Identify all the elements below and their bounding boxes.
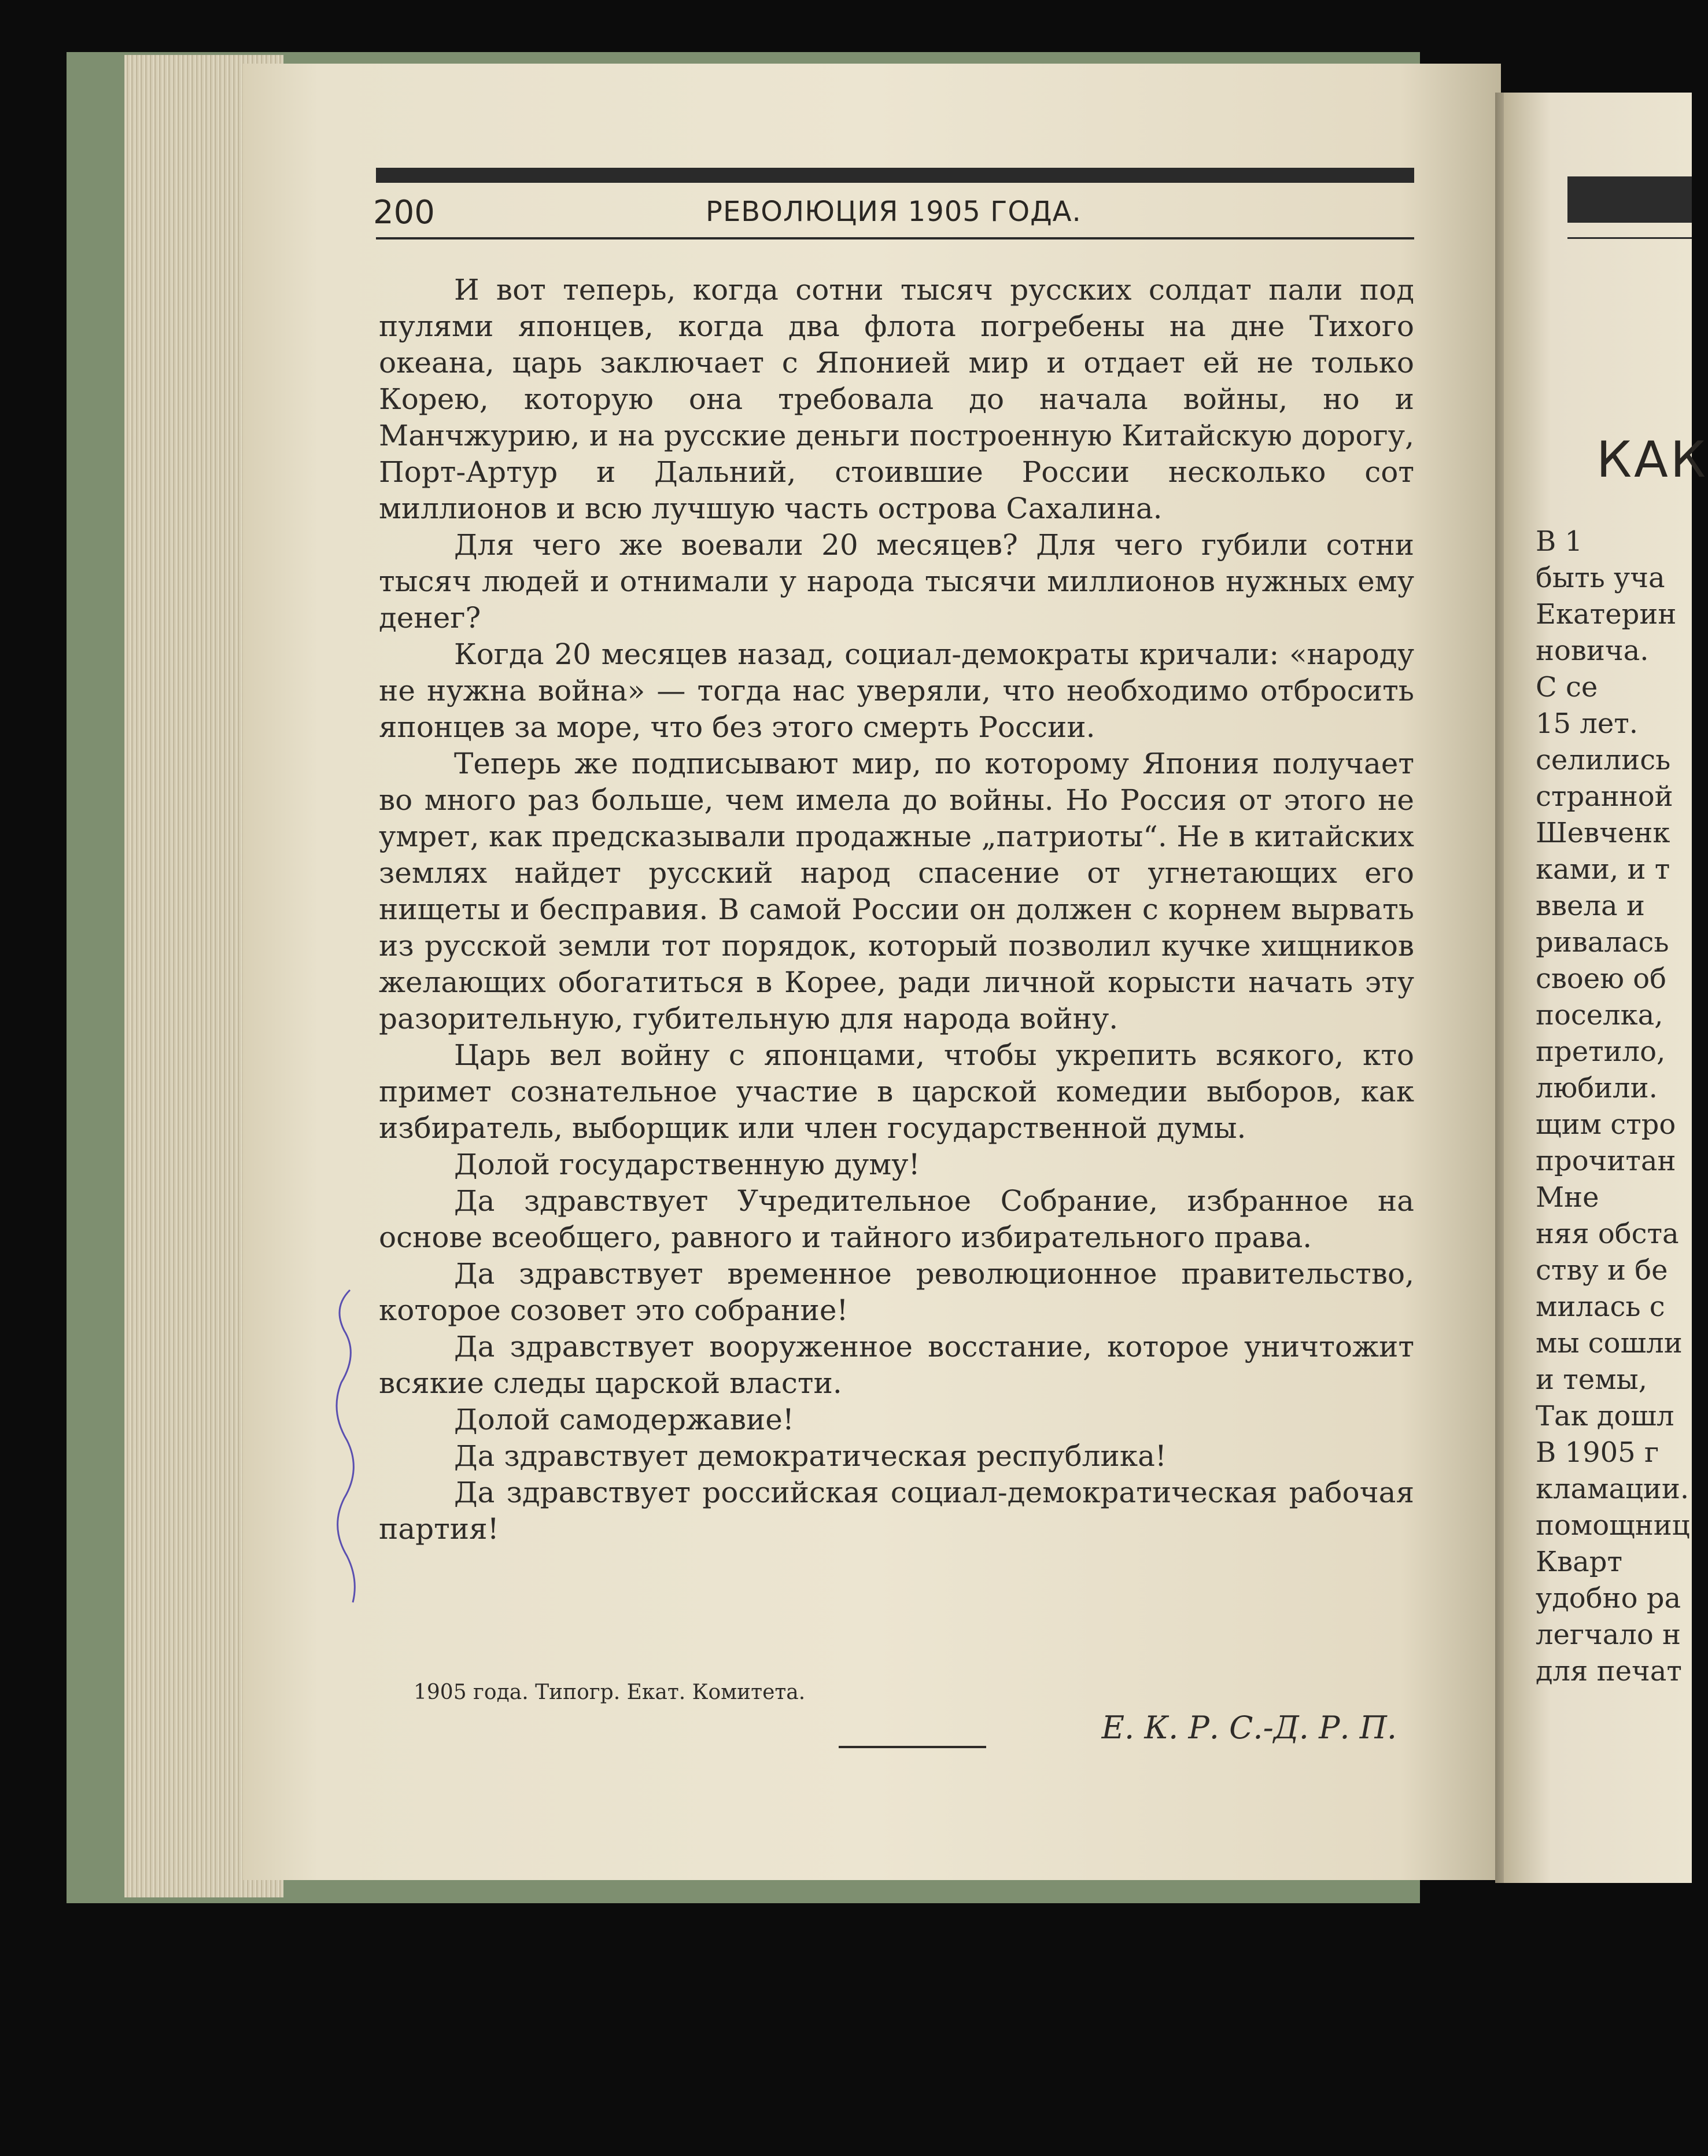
right-text-line: новича.: [1536, 635, 1649, 667]
body-text: [379, 272, 1414, 1547]
right-text-line: быть уча: [1536, 562, 1665, 594]
paragraph: Да здравствует российская социал-демократическая рабочая партия!: [379, 1476, 1414, 1546]
right-text-line: Екатерин: [1536, 598, 1677, 631]
right-header-rule: [1567, 176, 1692, 223]
right-text-line: любили.: [1536, 1072, 1658, 1104]
right-text-line: для печат: [1536, 1655, 1682, 1687]
right-text-line: претило,: [1536, 1035, 1666, 1068]
paragraph: Да здравствует Учредительное Собрание, избранное на основе всеобщего, равного и тайного избирательного права.: [379, 1184, 1414, 1254]
right-text-line: щим стро: [1536, 1108, 1676, 1141]
right-text-line: ривалась: [1536, 926, 1669, 959]
right-text-line: ввела и: [1536, 890, 1645, 922]
right-text-fragments: [1536, 524, 1698, 1690]
paragraph: Да здравствует временное революционное правительство, которое созовет это собрание!: [379, 1257, 1414, 1327]
right-text-line: милась с: [1536, 1291, 1665, 1323]
right-text-line: прочитан: [1536, 1145, 1676, 1177]
signature: Е. К. Р. С.-Д. Р. П.: [1101, 1709, 1397, 1746]
right-text-line: Мне: [1536, 1181, 1599, 1214]
right-heading: КАК: [1596, 431, 1708, 489]
paragraph: И вот теперь, когда сотни тысяч русских солдат пали под пулями японцев, когда два флота погребены на дне Тихого океана, царь заключает с Японией мир и отдает ей не только Корею, которую она требовала до начала войны, но и Манчжурию, и на русские деньги построенную Китайскую дорогу, Порт-Артур и Дальний, стоившие России несколько сот миллионов и всю лучшую часть острова Сахалина.: [379, 273, 1414, 525]
pencil-margin-mark: [327, 1284, 367, 1608]
right-text-line: своею об: [1536, 963, 1667, 995]
paragraph: Да здравствует вооруженное восстание, которое уничтожит всякие следы царской власти.: [379, 1330, 1414, 1400]
right-text-line: В 1905 г: [1536, 1436, 1659, 1469]
right-text-line: странной: [1536, 780, 1673, 813]
imprint: 1905 года. Типогр. Екат. Комитета.: [414, 1680, 806, 1704]
right-text-line: легчало н: [1536, 1619, 1681, 1651]
right-header-line: [1567, 237, 1692, 239]
right-text-line: и темы,: [1536, 1363, 1648, 1396]
right-text-line: кламации.: [1536, 1473, 1689, 1505]
end-rule: [839, 1746, 986, 1748]
page-number: 200: [373, 194, 435, 231]
right-text-line: Шевченк: [1536, 817, 1670, 849]
right-text-line: 15 лет.: [1536, 707, 1639, 740]
right-text-line: С се: [1536, 671, 1598, 703]
header-rule-thin: [376, 237, 1414, 239]
right-text-line: няя обста: [1536, 1218, 1679, 1250]
right-text-line: Так дошл: [1536, 1400, 1674, 1432]
paragraph: Долой самодержавие!: [454, 1403, 794, 1436]
header-rule-thick: [376, 168, 1414, 183]
paragraph: Да здравствует демократическая республика!: [454, 1439, 1167, 1473]
right-text-line: ками, и т: [1536, 853, 1670, 886]
running-head: РЕВОЛЮЦИЯ 1905 ГОДА.: [706, 196, 1082, 228]
right-text-line: В 1: [1536, 525, 1583, 558]
paragraph: Когда 20 месяцев назад, социал-демократы кричали: «народу не нужна война» — тогда нас уверяли, что необходимо отбросить японцев за море, что без этого смерть России.: [379, 637, 1414, 744]
right-text-line: помощниц: [1536, 1509, 1690, 1542]
right-text-line: Кварт: [1536, 1546, 1623, 1578]
paragraph: Долой государственную думу!: [454, 1148, 920, 1181]
right-text-line: селились: [1536, 744, 1671, 776]
right-text-line: мы сошли: [1536, 1327, 1683, 1359]
paragraph: Для чего же воевали 20 месяцев? Для чего губили сотни тысяч людей и отнимали у народа тысячи миллионов нужных ему денег?: [379, 528, 1414, 635]
right-text-line: поселка,: [1536, 999, 1663, 1031]
paragraph: Теперь же подписывают мир, по которому Япония получает во много раз больше, чем имела до войны. Но Россия от этого не умрет, как предсказывали продажные „патриоты“. Не в китайских землях найдет русский народ спасение от угнетающих его нищеты и бесправия. В самой России он должен с корнем вырвать из русской земли тот порядок, который позволил кучке хищников желающих обогатиться в Корее, ради личной корысти начать эту разорительную, губительную для народа войну.: [379, 747, 1414, 1035]
paragraph: Царь вел войну с японцами, чтобы укрепить всякого, кто примет сознательное участие в царской комедии выборов, как избиратель, выборщик или член государственной думы.: [379, 1038, 1414, 1145]
right-text-line: удобно ра: [1536, 1582, 1681, 1615]
right-text-line: ству и бе: [1536, 1254, 1668, 1287]
